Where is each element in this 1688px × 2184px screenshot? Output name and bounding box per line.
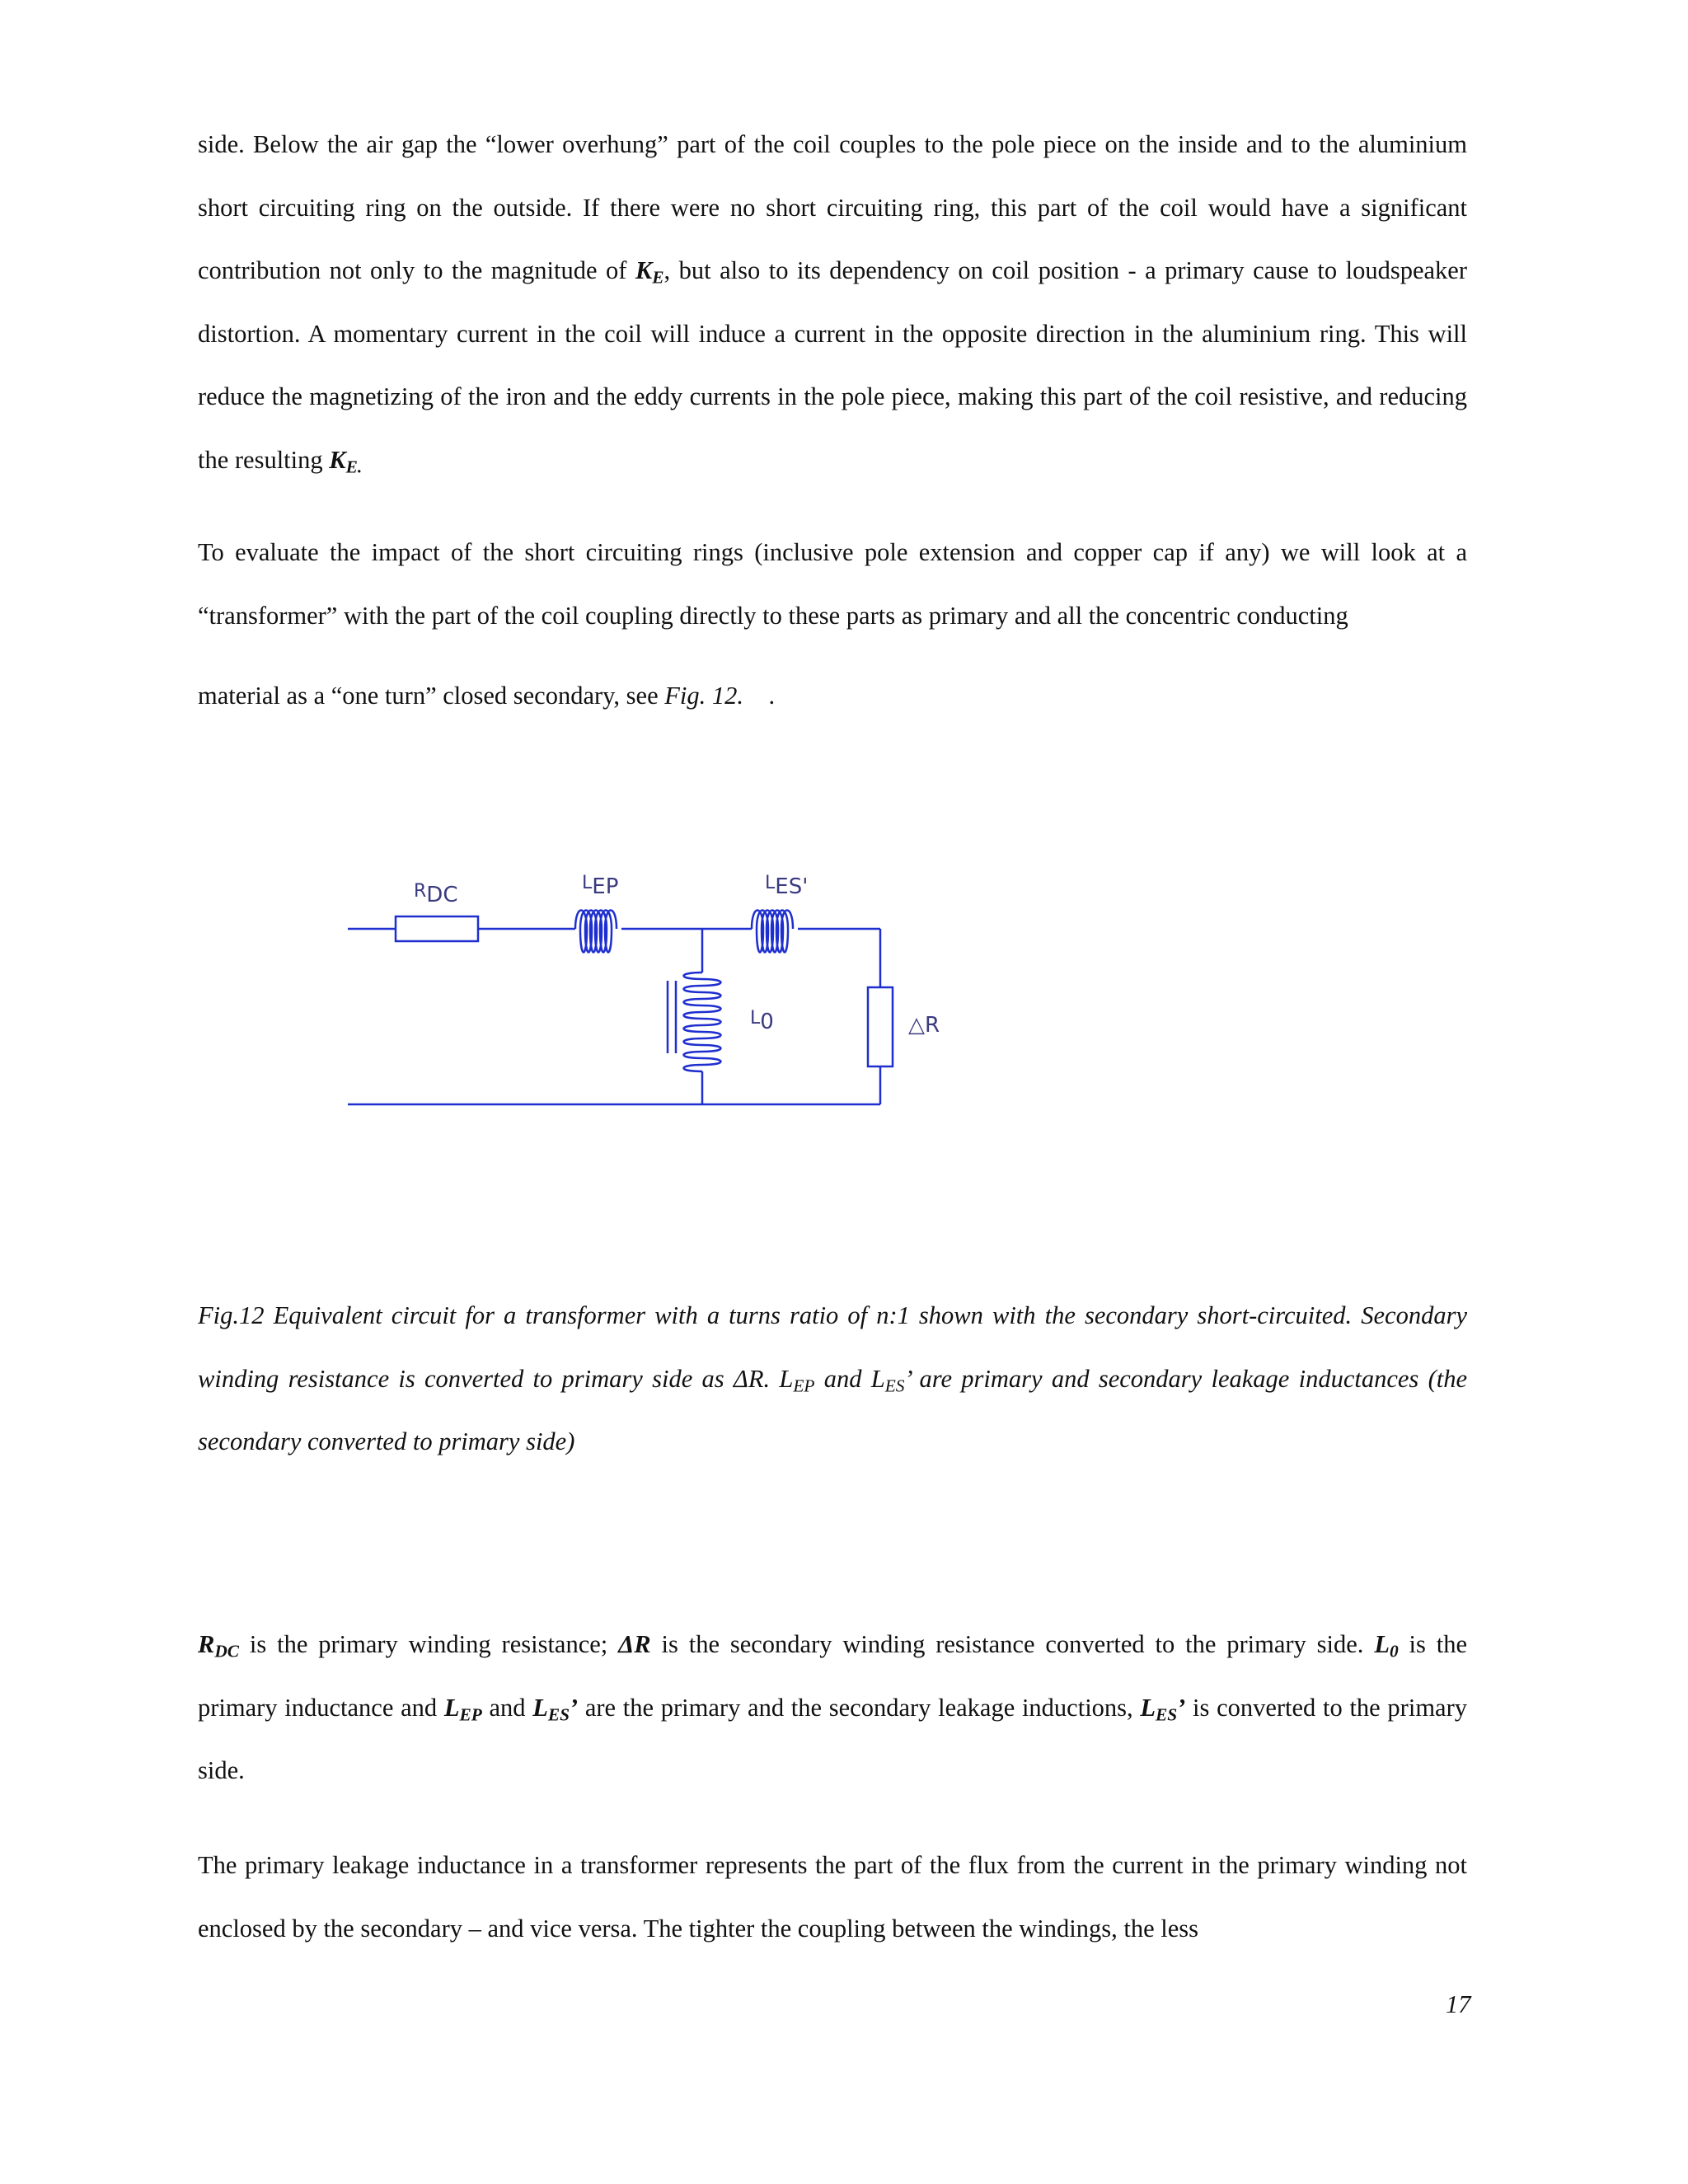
symbol-ke: $K_{E.}$ bbox=[329, 445, 363, 476]
paragraph-leakage-inductance: The primary leakage inductance in a transformer represents the part of the flux from the current in the primary winding not enclosed by the secondary – and vice versa. The tighter the coupling between the windings, the less bbox=[198, 1851, 1467, 1943]
label-l0: L0 bbox=[750, 1008, 774, 1034]
symbol-lep: $L_{EP}$ bbox=[443, 1693, 482, 1724]
page-number: 17 bbox=[1446, 1990, 1471, 2018]
inductor-les bbox=[752, 911, 834, 953]
label-delta-r: △R bbox=[908, 1013, 940, 1038]
label-rdc: RDC bbox=[414, 881, 458, 907]
figure-reference-line: material as a “one turn” closed secondary, see Fig. 12. . bbox=[198, 682, 776, 710]
figure-caption: Fig.12 Equivalent circuit for a transformer with a turns ratio of n:1 shown with the secondary short-circuited. Secondary winding resistance is converted to primary side as ΔR. $L_{EP}$ and $L_{ES}$’ are primary and secondary leakage inductances (the secondary converted to primary side) bbox=[198, 1301, 1467, 1455]
symbol-les: $L_{ES}$’ bbox=[1140, 1693, 1186, 1724]
resistor-rdc bbox=[396, 916, 478, 941]
resistor-delta-r bbox=[868, 987, 893, 1066]
paragraph-symbol-definitions: $R_{DC}$ is the primary winding resistance; ΔR is the secondary winding resistance converted to the primary side. $L_0$ is the primary inductance and $L_{EP}$ and $L_{ES}$’ are the primary and the secondary leakage inductions, $L_{ES}$’ is converted to the primary side. bbox=[198, 1630, 1467, 1784]
text-run: side. Below the air gap the “lower overhung” part of the coil couples to the pole piece on the inside and to the aluminium short circuiting ring on the outside. If there were no short circuiting ring, this part of the coil would have a significant contribution not only to the magnitude of bbox=[198, 130, 1467, 284]
label-lep: LEP bbox=[582, 873, 619, 899]
inductor-l0 bbox=[668, 972, 721, 1071]
equivalent-circuit-diagram bbox=[330, 841, 973, 1121]
symbol-l0: $L_0$ bbox=[1374, 1630, 1399, 1661]
symbol-ke: $K_E$ bbox=[635, 256, 664, 288]
paragraph-transformer-intro: To evaluate the impact of the short circuiting rings (inclusive pole extension and copper cap if any) we will look at a “transformer” with the part of the coil coupling directly to these parts as primary and all the concentric conducting bbox=[198, 538, 1467, 630]
symbol-les: $L_{ES}$’ bbox=[532, 1693, 579, 1724]
label-les: LES' bbox=[765, 873, 809, 899]
symbol-rdc: $R_{DC}$ bbox=[198, 1630, 239, 1661]
inductor-lep bbox=[528, 911, 659, 953]
text-run: , but also to its dependency on coil position - a primary cause to loudspeaker distortion. A momentary current in the coil will induce a current in the opposite direction in the aluminium ring. This will reduce the magnetizing of the iron and the eddy currents in the pole piece, making this part of the coil resistive, and reducing the resulting bbox=[198, 256, 1467, 474]
figure-reference: Fig. 12. bbox=[664, 682, 743, 710]
symbol-delta-r: ΔR bbox=[618, 1630, 651, 1658]
paragraph-ke-coupling bbox=[198, 113, 1467, 491]
